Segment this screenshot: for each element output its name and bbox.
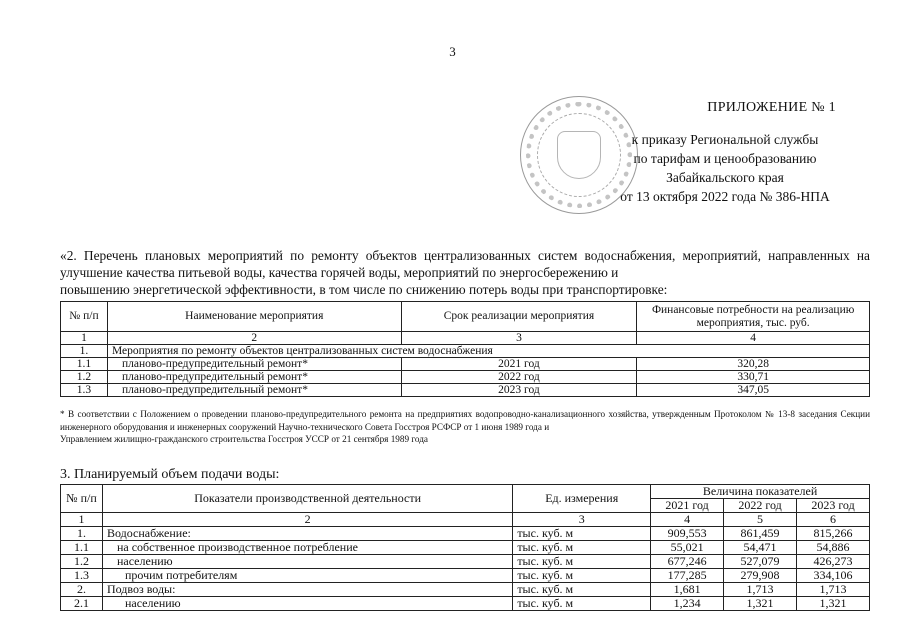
column-number: 6 — [797, 513, 870, 527]
row-value-2021: 55,021 — [651, 541, 724, 555]
table-row — [61, 371, 870, 384]
row-num: 1.1 — [61, 541, 103, 555]
appendix-title: ПРИЛОЖЕНИЕ № 1 — [707, 100, 836, 115]
row-name: планово-предупредительный ремонт* — [107, 384, 401, 397]
row-unit: тыс. куб. м — [513, 555, 651, 569]
row-name: населению — [102, 597, 512, 611]
row-num: 1.3 — [61, 569, 103, 583]
row-unit: тыс. куб. м — [513, 569, 651, 583]
appendix-header — [600, 98, 850, 206]
column-number: 5 — [724, 513, 797, 527]
row-value-2022: 54,471 — [724, 541, 797, 555]
section-num: 1. — [61, 345, 108, 358]
row-num: 1.2 — [61, 371, 108, 384]
row-name: Водоснабжение: — [102, 527, 512, 541]
column-number: 1 — [61, 513, 103, 527]
table-row — [61, 384, 870, 397]
column-number: 1 — [61, 332, 108, 345]
row-value-2021: 909,553 — [651, 527, 724, 541]
intro-body: «2. Перечень плановых мероприятий по ремонту объектов централизованных систем водоснабжения, мероприятий, направленных на улучшение качества питьевой воды, качества горячей воды, мероприятий по энергосбережению и — [60, 248, 870, 280]
row-name: Подвоз воды: — [102, 583, 512, 597]
header-term: Срок реализации мероприятия — [401, 302, 637, 332]
row-value-2022: 527,079 — [724, 555, 797, 569]
row-value-2021: 177,285 — [651, 569, 724, 583]
row-value: 347,05 — [637, 384, 870, 397]
header-name: Наименование мероприятия — [107, 302, 401, 332]
row-unit: тыс. куб. м — [513, 583, 651, 597]
row-unit: тыс. куб. м — [513, 541, 651, 555]
row-unit: тыс. куб. м — [513, 527, 651, 541]
appendix-line: от 13 октября 2022 года № 386-НПА — [620, 189, 830, 204]
header-finance: Финансовые потребности на реализацию мероприятия, тыс. руб. — [637, 302, 870, 332]
row-value: 330,71 — [637, 371, 870, 384]
header-indicator: Показатели производственной деятельности — [102, 485, 512, 513]
row-value-2023: 1,321 — [797, 597, 870, 611]
table-row — [61, 513, 870, 527]
header-year: 2021 год — [651, 499, 724, 513]
repair-measures-table — [60, 301, 870, 397]
header-year: 2023 год — [797, 499, 870, 513]
intro-paragraph — [60, 247, 870, 298]
row-value-2023: 815,266 — [797, 527, 870, 541]
row-name: планово-предупредительный ремонт* — [107, 358, 401, 371]
water-supply-volume-table — [60, 484, 870, 611]
row-term: 2023 год — [401, 384, 637, 397]
row-name: населению — [102, 555, 512, 569]
table-row — [61, 358, 870, 371]
header-num: № п/п — [61, 302, 108, 332]
header-num: № п/п — [61, 485, 103, 513]
row-unit: тыс. куб. м — [513, 597, 651, 611]
row-value: 320,28 — [637, 358, 870, 371]
footnote — [60, 408, 870, 446]
header-values-group: Величина показателей — [651, 485, 870, 499]
column-number: 2 — [102, 513, 512, 527]
table-row — [61, 541, 870, 555]
header-unit: Ед. измерения — [513, 485, 651, 513]
column-number: 3 — [401, 332, 637, 345]
appendix-line: по тарифам и ценообразованию — [633, 151, 817, 166]
table-row — [61, 345, 870, 358]
column-number: 2 — [107, 332, 401, 345]
row-value-2023: 426,273 — [797, 555, 870, 569]
row-value-2023: 54,886 — [797, 541, 870, 555]
row-value-2021: 1,234 — [651, 597, 724, 611]
row-num: 1.2 — [61, 555, 103, 569]
table-row — [61, 332, 870, 345]
header-year: 2022 год — [724, 499, 797, 513]
row-num: 1. — [61, 527, 103, 541]
column-number: 4 — [637, 332, 870, 345]
row-num: 2. — [61, 583, 103, 597]
page-number: 3 — [449, 44, 456, 59]
table-row — [61, 583, 870, 597]
section-3-title: 3. Планируемый объем подачи воды: — [60, 467, 280, 482]
row-name: на собственное производственное потребление — [102, 541, 512, 555]
row-name: планово-предупредительный ремонт* — [107, 371, 401, 384]
intro-last-line: повышению энергетической эффективности, в том числе по снижению потерь воды при транспортировке: — [60, 282, 668, 297]
appendix-line: к приказу Региональной службы — [631, 132, 819, 147]
section-label: Мероприятия по ремонту объектов централизованных систем водоснабжения — [107, 345, 869, 358]
row-num: 1.1 — [61, 358, 108, 371]
row-value-2021: 1,681 — [651, 583, 724, 597]
table-row — [61, 555, 870, 569]
table-row — [61, 597, 870, 611]
row-value-2023: 334,106 — [797, 569, 870, 583]
table-row — [61, 527, 870, 541]
column-number: 4 — [651, 513, 724, 527]
appendix-line: Забайкальского края — [666, 170, 784, 185]
row-term: 2021 год — [401, 358, 637, 371]
row-name: прочим потребителям — [102, 569, 512, 583]
row-term: 2022 год — [401, 371, 637, 384]
table-row — [61, 569, 870, 583]
row-value-2022: 861,459 — [724, 527, 797, 541]
row-value-2022: 1,713 — [724, 583, 797, 597]
row-num: 1.3 — [61, 384, 108, 397]
row-value-2023: 1,713 — [797, 583, 870, 597]
footnote-last-line: Управлением жилищно-гражданского строительства Госстроя УССР от 21 сентября 1989 года — [60, 434, 428, 444]
row-value-2022: 279,908 — [724, 569, 797, 583]
row-num: 2.1 — [61, 597, 103, 611]
row-value-2021: 677,246 — [651, 555, 724, 569]
column-number: 3 — [513, 513, 651, 527]
footnote-body: * В соответствии с Положением о проведении планово-предупредительного ремонта на предприятиях водопроводно-канализационного хозяйства, утвержденным Протоколом № 13-8 заседания Секции инженерного оборудования и инженерных сооружений Научно-технического Совета Госстроя РСФСР от 1 июня 1989 года и — [60, 409, 870, 432]
row-value-2022: 1,321 — [724, 597, 797, 611]
